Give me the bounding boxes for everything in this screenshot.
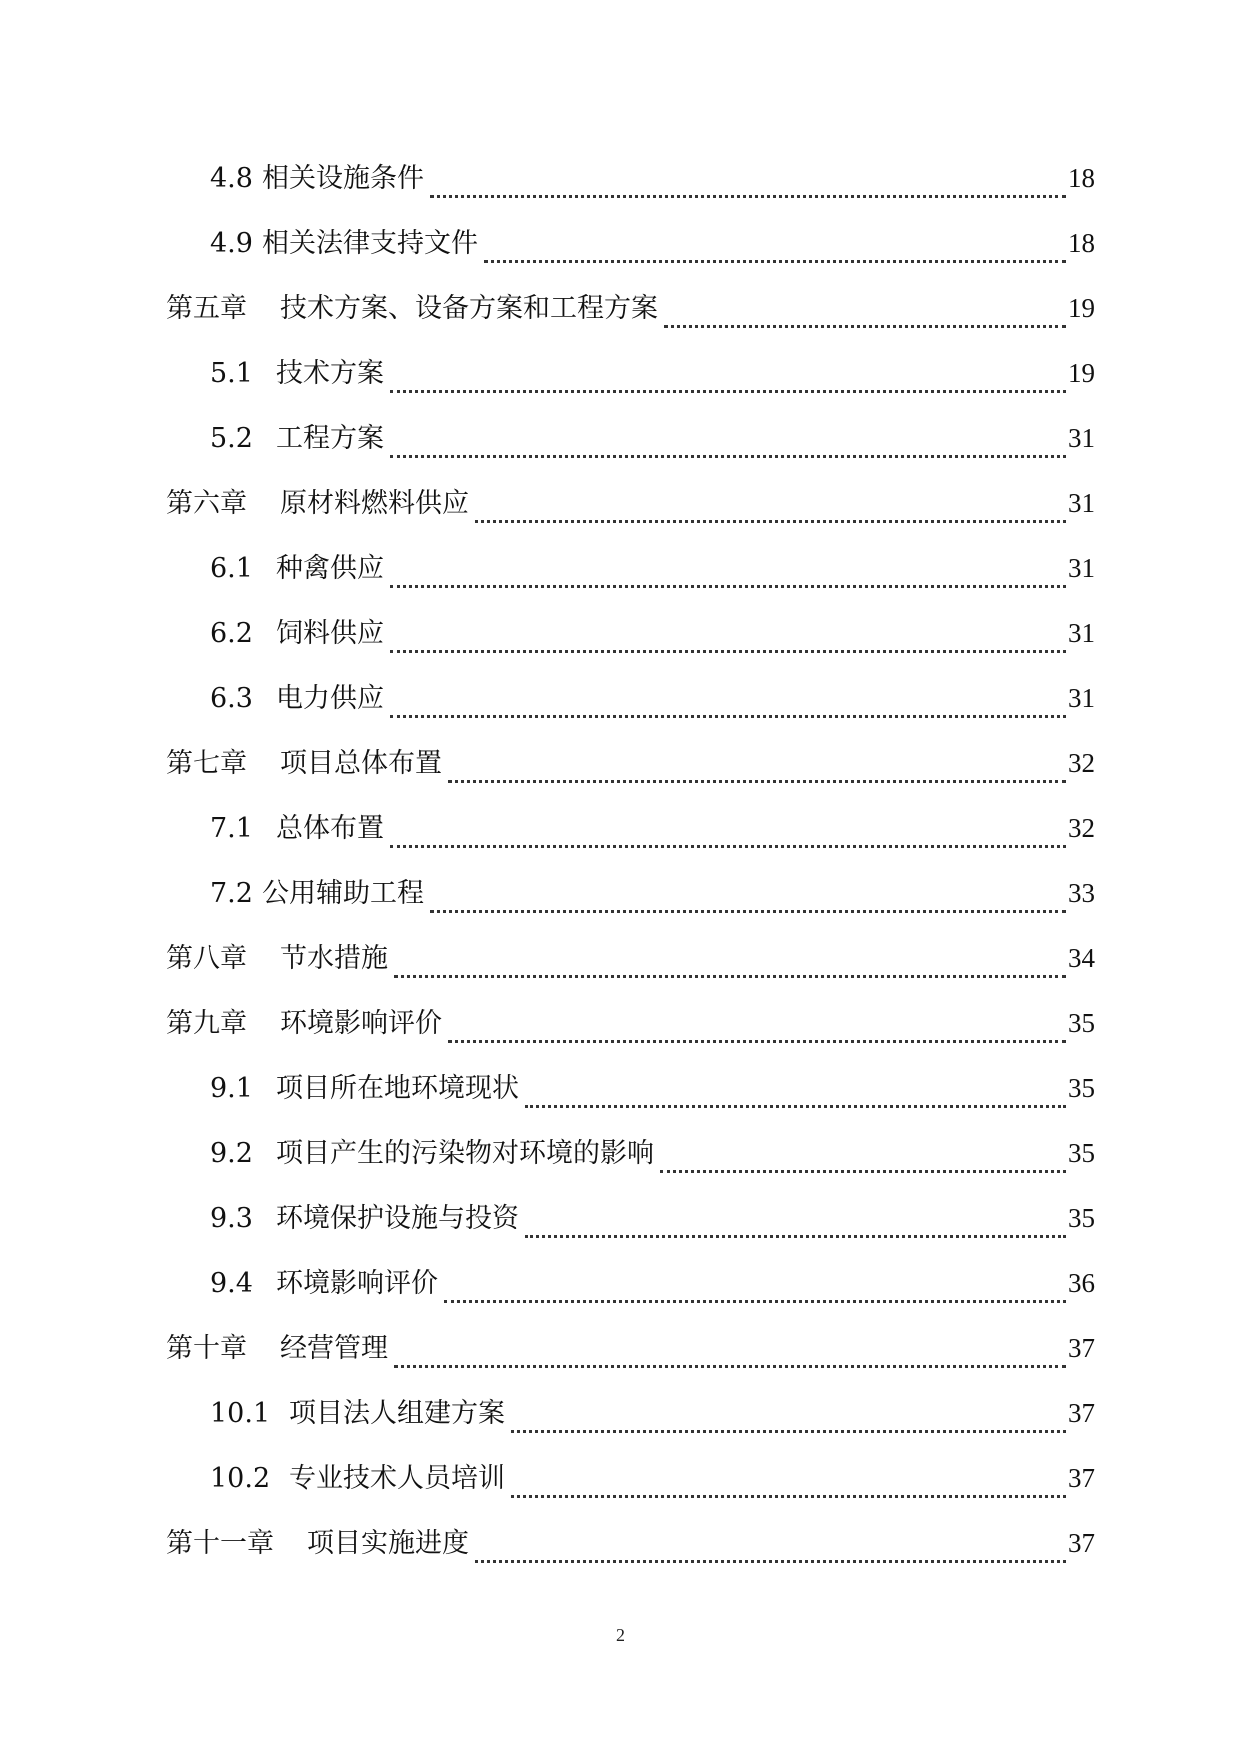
toc-entry-page: 35 (1068, 1203, 1095, 1233)
toc-entry-page: 31 (1068, 488, 1095, 518)
toc-entry-title: 环境影响评价 (276, 1268, 438, 1299)
toc-chapter-number: 第九章 (166, 1008, 247, 1039)
toc-entry-10-2[interactable] (166, 1446, 1095, 1511)
toc-entry-title: 电力供应 (276, 683, 384, 714)
toc-chapter-number: 第六章 (166, 488, 247, 519)
dot-leader (511, 1494, 1066, 1498)
toc-entry-6-3[interactable] (166, 666, 1095, 731)
toc-entry-page: 32 (1068, 748, 1095, 778)
toc-entry-number: 10.1 (210, 1398, 271, 1429)
toc-entry-page: 31 (1068, 423, 1095, 453)
toc-chapter-7[interactable] (166, 731, 1095, 796)
dot-leader (525, 1234, 1066, 1238)
toc-entry-5-1[interactable] (166, 341, 1095, 406)
page-number: 2 (616, 1625, 625, 1645)
toc-entry-page: 31 (1068, 553, 1095, 583)
dot-leader (484, 259, 1066, 263)
toc-entry-9-1[interactable] (166, 1056, 1095, 1121)
toc-chapter-5[interactable] (166, 276, 1095, 341)
dot-leader (390, 584, 1066, 588)
dot-leader (390, 844, 1066, 848)
dot-leader (390, 389, 1066, 393)
toc-entry-title: 技术方案 (276, 358, 384, 389)
dot-leader (430, 194, 1066, 198)
toc-entry-page: 33 (1068, 878, 1095, 908)
toc-entry-page: 35 (1068, 1008, 1095, 1038)
dot-leader (664, 324, 1066, 328)
dot-leader (394, 1364, 1066, 1368)
toc-entry-number: 5.1 (210, 358, 253, 389)
toc-entry-title: 项目产生的污染物对环境的影响 (276, 1138, 654, 1169)
toc-entry-title: 饲料供应 (276, 618, 384, 649)
toc-entry-7-1[interactable] (166, 796, 1095, 861)
toc-entry-10-1[interactable] (166, 1381, 1095, 1446)
toc-entry-number: 6.3 (210, 683, 253, 714)
toc-chapter-title: 节水措施 (280, 943, 388, 974)
toc-chapter-number: 第十一章 (166, 1528, 274, 1559)
toc-entry-page: 18 (1068, 163, 1095, 193)
toc-entry-title: 环境保护设施与投资 (276, 1203, 519, 1234)
toc-chapter-number: 第八章 (166, 943, 247, 974)
dot-leader (511, 1429, 1066, 1433)
toc-entry-page: 35 (1068, 1138, 1095, 1168)
toc-entry-number: 6.2 (210, 618, 253, 649)
toc-chapter-title: 原材料燃料供应 (280, 488, 469, 519)
toc-entry-page: 31 (1068, 618, 1095, 648)
toc-entry-title: 项目所在地环境现状 (276, 1073, 519, 1104)
toc-entry-4-9[interactable] (166, 211, 1095, 276)
toc-entry-title: 项目法人组建方案 (289, 1398, 505, 1429)
toc-chapter-9[interactable] (166, 991, 1095, 1056)
table-of-contents (166, 146, 1095, 1576)
dot-leader (660, 1169, 1066, 1173)
dot-leader (394, 974, 1066, 978)
toc-entry-6-2[interactable] (166, 601, 1095, 666)
toc-chapter-10[interactable] (166, 1316, 1095, 1381)
toc-entry-page: 34 (1068, 943, 1095, 973)
toc-chapter-11[interactable] (166, 1511, 1095, 1576)
toc-entry-number: 6.1 (210, 553, 253, 584)
toc-entry-9-4[interactable] (166, 1251, 1095, 1316)
dot-leader (448, 779, 1066, 783)
toc-entry-page: 37 (1068, 1398, 1095, 1428)
dot-leader (430, 909, 1066, 913)
toc-chapter-title: 技术方案、设备方案和工程方案 (280, 293, 658, 324)
toc-entry-page: 35 (1068, 1073, 1095, 1103)
dot-leader (444, 1299, 1066, 1303)
toc-chapter-6[interactable] (166, 471, 1095, 536)
toc-entry-number: 5.2 (210, 423, 253, 454)
dot-leader (475, 1559, 1066, 1563)
toc-entry-number: 9.3 (210, 1203, 253, 1234)
toc-entry-page: 37 (1068, 1333, 1095, 1363)
toc-entry-7-2[interactable] (166, 861, 1095, 926)
toc-entry-9-2[interactable] (166, 1121, 1095, 1186)
toc-entry-page: 18 (1068, 228, 1095, 258)
toc-chapter-number: 第七章 (166, 748, 247, 779)
toc-entry-5-2[interactable] (166, 406, 1095, 471)
toc-entry-title: 种禽供应 (276, 553, 384, 584)
toc-entry-title: 相关法律支持文件 (262, 228, 478, 259)
toc-chapter-title: 项目总体布置 (280, 748, 442, 779)
toc-entry-4-8[interactable] (166, 146, 1095, 211)
toc-entry-page: 31 (1068, 683, 1095, 713)
toc-entry-page: 37 (1068, 1463, 1095, 1493)
toc-chapter-title: 经营管理 (280, 1333, 388, 1364)
toc-entry-9-3[interactable] (166, 1186, 1095, 1251)
toc-entry-number: 9.1 (210, 1073, 253, 1104)
dot-leader (475, 519, 1066, 523)
toc-entry-title: 公用辅助工程 (262, 878, 424, 909)
dot-leader (448, 1039, 1066, 1043)
toc-entry-page: 32 (1068, 813, 1095, 843)
toc-entry-number: 4.8 (210, 163, 253, 194)
toc-chapter-8[interactable] (166, 926, 1095, 991)
toc-chapter-title: 项目实施进度 (307, 1528, 469, 1559)
toc-entry-6-1[interactable] (166, 536, 1095, 601)
toc-entry-title: 相关设施条件 (262, 163, 424, 194)
toc-entry-number: 9.2 (210, 1138, 253, 1169)
toc-entry-page: 37 (1068, 1528, 1095, 1558)
toc-entry-page: 19 (1068, 293, 1095, 323)
toc-entry-number: 9.4 (210, 1268, 253, 1299)
toc-entry-page: 19 (1068, 358, 1095, 388)
toc-chapter-number: 第十章 (166, 1333, 247, 1364)
toc-entry-title: 工程方案 (276, 423, 384, 454)
toc-chapter-title: 环境影响评价 (280, 1008, 442, 1039)
dot-leader (525, 1104, 1066, 1108)
toc-chapter-number: 第五章 (166, 293, 247, 324)
toc-entry-title: 总体布置 (276, 813, 384, 844)
dot-leader (390, 714, 1066, 718)
toc-entry-number: 4.9 (210, 228, 253, 259)
toc-entry-title: 专业技术人员培训 (289, 1463, 505, 1494)
dot-leader (390, 454, 1066, 458)
toc-entry-number: 10.2 (210, 1463, 271, 1494)
toc-entry-page: 36 (1068, 1268, 1095, 1298)
toc-entry-number: 7.2 (210, 878, 253, 909)
dot-leader (390, 649, 1066, 653)
toc-entry-number: 7.1 (210, 813, 253, 844)
